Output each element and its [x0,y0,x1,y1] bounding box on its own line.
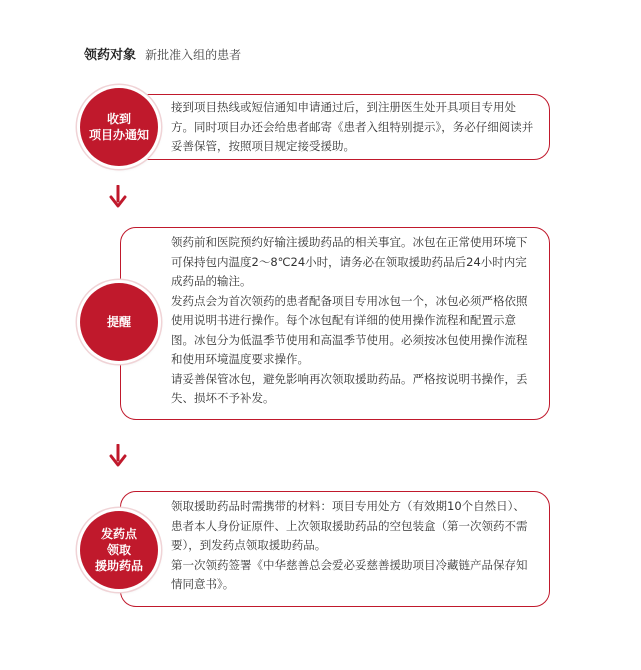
step-badge-pickup [80,511,158,589]
step-paragraph: 发药点会为首次领药的患者配备项目专用冰包一个，冰包必须严格依照使用说明书进行操作。每个冰包配有详细的使用操作流程和配置示意图。冰包分为低温季节使用和高温季节使用。必须按冰包使用操作流程和使用环境温度要求操作。 [171,293,528,366]
step-paragraph: 第一次领药签署《中华慈善总会爱必妥慈善援助项目冷藏链产品保存知情同意书》。 [171,557,528,591]
down-arrow-icon [109,444,127,468]
badge-line: 项目办通知 [88,128,149,142]
step-paragraph: 接到项目热线或短信通知申请通过后，到注册医生处开具项目专用处方。同时项目办还会给患者邮寄《患者入组特别提示》，务必仔细阅读并妥善保管，按照项目规定接受援助。 [171,100,534,153]
badge-line: 发药点 [100,527,137,541]
step-paragraph: 领药前和医院预约好输注援助药品的相关事宜。冰包在正常使用环境下可保持包内温度2～8℃24小时，请务必在领取援助药品后24小时内完成药品的输注。 [171,235,528,288]
badge-line: 领取 [106,543,131,557]
step-text-receive-notice [171,98,535,157]
badge-line: 提醒 [106,315,131,329]
step-badge-reminder [80,283,158,361]
step-box-reminder [120,227,550,420]
step-paragraph: 领取援助药品时需携带的材料：项目专用处方（有效期10个自然日）、患者本人身份证原件、上次领取援助药品的空包装盒（第一次领药不需要），到发药点领取援助药品。 [171,499,528,552]
badge-line: 援助药品 [94,559,143,573]
badge-line: 收到 [106,112,131,126]
page-header [84,44,241,63]
header-title: 领药对象 [84,48,137,63]
step-box-receive-notice [120,94,550,160]
header-subtitle: 新批准入组的患者 [145,48,242,62]
step-text-reminder [171,233,535,409]
step-paragraph: 请妥善保管冰包，避免影响再次领取援助药品。严格按说明书操作，丢失、损坏不予补发。 [171,371,528,405]
step-badge-receive-notice [80,88,158,166]
step-box-pickup [120,491,550,607]
down-arrow-icon [109,185,127,209]
step-text-pickup [171,497,535,595]
